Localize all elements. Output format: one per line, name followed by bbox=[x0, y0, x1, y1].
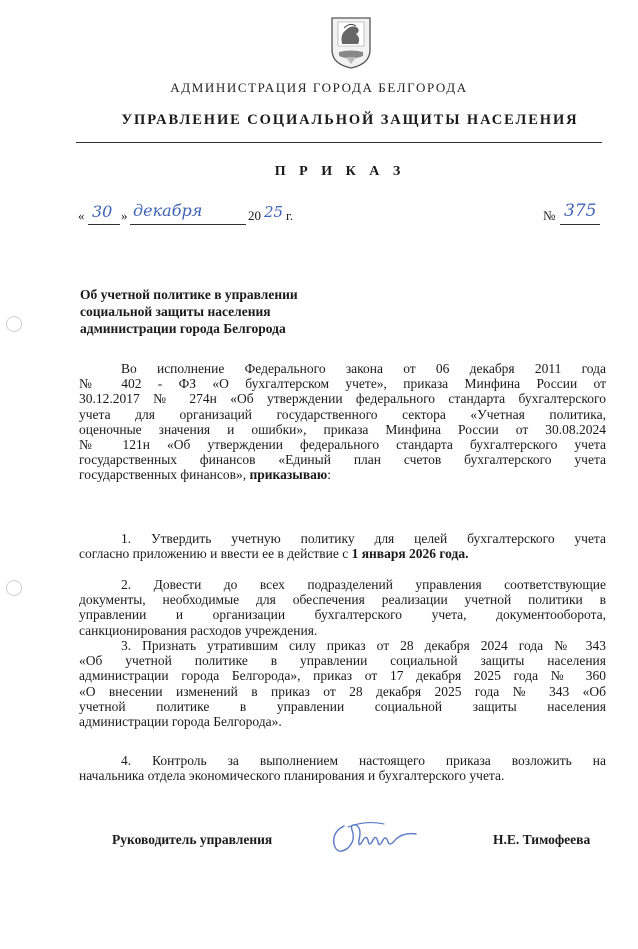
preamble-paragraph bbox=[79, 361, 606, 483]
order-keyword: приказываю bbox=[249, 467, 328, 483]
text-line: № 121н «Об утверждении федерального стандарта бухгалтерского учета bbox=[79, 436, 606, 452]
date-month: декабря bbox=[133, 201, 203, 220]
text-line-last: начальника отдела экономического планирования и бухгалтерского учета. bbox=[79, 768, 505, 784]
text-run: согласно приложению и ввести ее в действие с bbox=[79, 546, 352, 562]
text-line: учетной политике в управлении социальной защиты населения bbox=[79, 698, 606, 714]
date-close-quote: » bbox=[121, 208, 128, 223]
date-day: 30 bbox=[92, 202, 113, 221]
text-line: «О внесении изменений в приказ от 28 декабря 2025 года № 343 «Об bbox=[79, 683, 606, 699]
text-line: оценочные значения и ошибки», приказа Минфина России от 30.08.2024 bbox=[79, 421, 606, 437]
text-line: государственных финансов «Единый план счетов бухгалтерского учета bbox=[79, 452, 606, 468]
date-open-quote: « bbox=[78, 208, 85, 223]
order-item-4 bbox=[79, 753, 606, 783]
department-name: УПРАВЛЕНИЕ СОЦИАЛЬНОЙ ЗАЩИТЫ НАСЕЛЕНИЯ bbox=[121, 112, 579, 128]
subject-line: социальной защиты населения bbox=[80, 304, 271, 319]
text-line: 1. Утвердить учетную политику для целей бухгалтерского учета bbox=[121, 531, 606, 546]
organization-name: АДМИНИСТРАЦИЯ ГОРОДА БЕЛГОРОДА bbox=[170, 80, 468, 95]
text-line-last: администрации города Белгорода». bbox=[79, 713, 282, 729]
text-line: № 402 - ФЗ «О бухгалтерском учете», приказа Минфина России от bbox=[79, 376, 606, 392]
subject-line: администрации города Белгорода bbox=[80, 321, 286, 336]
text-line: Во исполнение Федерального закона от 06 декабря 2011 года bbox=[121, 361, 606, 376]
text-run: : bbox=[327, 467, 331, 483]
order-item-3 bbox=[79, 638, 606, 729]
text-line-last bbox=[79, 467, 606, 482]
text-line: учета для организаций государственного сектора «Учетная политика, bbox=[79, 406, 606, 422]
date-month-underline bbox=[130, 224, 246, 225]
order-number: 375 bbox=[564, 201, 597, 221]
text-line: управлении и организации бухгалтерского учета, документооборота, bbox=[79, 607, 606, 623]
subject-line: Об учетной политике в управлении bbox=[80, 287, 298, 302]
text-run: государственных финансов», bbox=[79, 467, 250, 483]
order-number-label: № bbox=[543, 208, 556, 223]
effective-date: 1 января 2026 года. bbox=[351, 546, 469, 562]
date-row bbox=[0, 0, 638, 240]
order-item-1 bbox=[79, 531, 606, 561]
text-line: администрации города Белгорода», приказ от 17 декабря 2025 года № 360 bbox=[79, 668, 606, 684]
signatory-position: Руководитель управления bbox=[112, 832, 273, 847]
date-year-suffix: 25 bbox=[264, 203, 284, 221]
punch-hole-mark bbox=[6, 580, 22, 596]
date-year-prefix: 20 bbox=[248, 208, 261, 223]
text-line-last: санкционирования расходов учреждения. bbox=[79, 622, 318, 638]
text-line: документы, необходимые для обеспечения реализации учетной политики в bbox=[79, 592, 606, 608]
order-item-2 bbox=[79, 577, 606, 638]
text-line: 2. Довести до всех подразделений управления соответствующие bbox=[121, 577, 606, 592]
order-subject bbox=[80, 286, 360, 337]
text-line: 3. Признать утратившим силу приказ от 28 декабря 2024 года № 343 bbox=[121, 638, 606, 653]
signatory-name: Н.Е. Тимофеева bbox=[493, 832, 591, 847]
text-line: 30.12.2017 № 274н «Об утверждении федерального стандарта бухгалтерского bbox=[79, 391, 606, 407]
handwritten-signature bbox=[326, 818, 420, 858]
date-day-underline bbox=[88, 224, 120, 225]
document-type-title: П Р И К А З bbox=[274, 164, 406, 179]
order-number-underline bbox=[560, 224, 600, 225]
text-line: «Об учетной политике в управлении социальной защиты населения bbox=[79, 653, 606, 669]
text-line-last bbox=[79, 546, 606, 561]
text-line: 4. Контроль за выполнением настоящего приказа возложить на bbox=[121, 753, 606, 768]
punch-hole-mark bbox=[6, 316, 22, 332]
date-year-unit: г. bbox=[286, 208, 294, 223]
